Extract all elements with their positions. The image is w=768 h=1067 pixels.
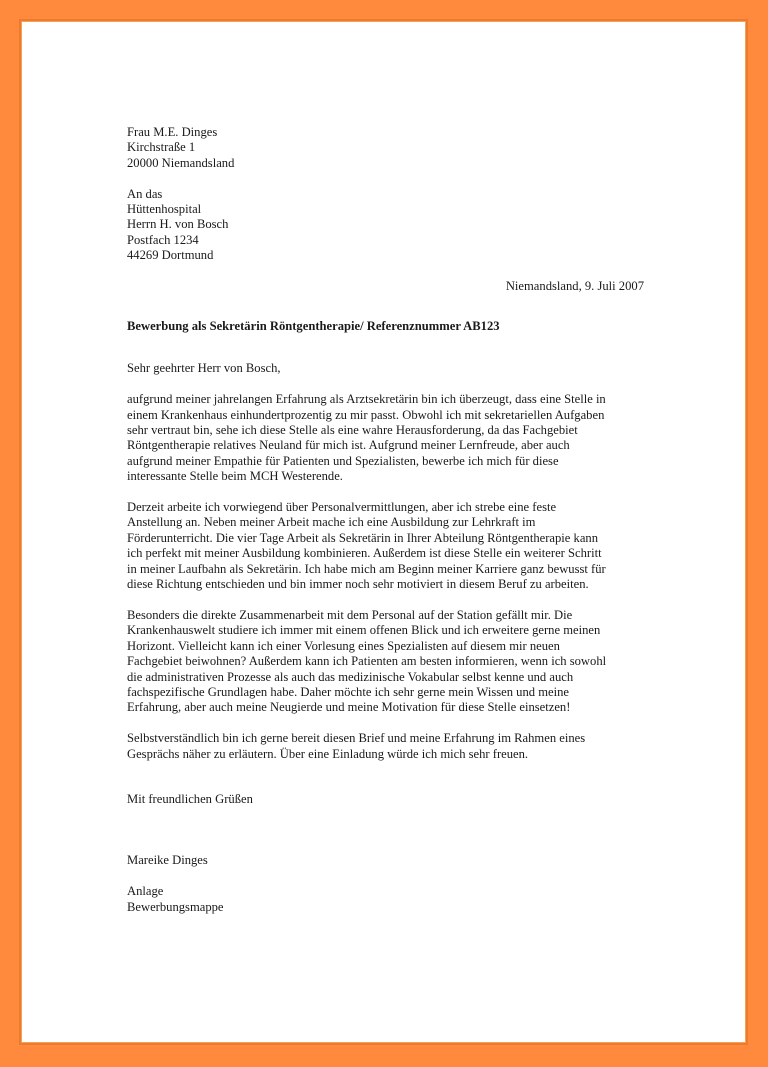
paragraph-line: aufgrund meiner jahrelangen Erfahrung als Arztsekretärin bin ich überzeugt, dass eine Stelle in [127, 392, 606, 407]
letter-subject: Bewerbung als Sekretärin Röntgentherapie/ Referenznummer AB123 [127, 319, 500, 334]
body-paragraph-3 [127, 608, 649, 716]
paragraph-line: Selbstverständlich bin ich gerne bereit diesen Brief und meine Erfahrung im Rahmen eines [127, 731, 586, 746]
paragraph-line: Fachgebiet beiwohnen? Außerdem kann ich Patienten am besten informieren, wenn ich sowohl [127, 654, 607, 669]
paragraph-line: Derzeit arbeite ich vorwiegend über Personalvermittlungen, aber ich strebe eine feste [127, 500, 557, 515]
paragraph-line: Krankenhauswelt studiere ich immer mit einem offenen Blick und ich erweitere gerne meinen [127, 623, 601, 638]
sender-name: Frau M.E. Dinges [127, 125, 218, 139]
recipient-address [127, 187, 649, 264]
paragraph-line: ich perfekt mit meiner Ausbildung kombinieren. Außerdem ist diese Stelle ein weiterer Schritt [127, 546, 602, 561]
paragraph-line: einem Krankenhaus einhundertprozentig zu mir passt. Obwohl ich mit sekretariellen Aufgaben [127, 407, 605, 422]
body-paragraph-4 [127, 731, 649, 762]
sender-address [127, 125, 649, 171]
attachments [127, 884, 649, 915]
signature-name: Mareike Dinges [127, 853, 208, 868]
paragraph-line: Gesprächs näher zu erläutern. Über eine Einladung würde ich mich sehr freuen. [127, 746, 529, 761]
body-paragraph-2 [127, 500, 649, 592]
recipient-name: Herrn H. von Bosch [127, 217, 229, 232]
letter-page [21, 21, 746, 1043]
paragraph-line: Horizont. Vielleicht kann ich einer Vorlesung eines Spezialisten auf diesem mir neuen [127, 638, 560, 653]
paragraph-line: die administrativen Prozesse als auch das medizinische Vokabular selbst kenne und auch [127, 669, 574, 684]
paragraph-line: aufgrund meiner Empathie für Patienten und Spezialisten, bewerbe ich mich für diese [127, 453, 559, 468]
sender-street: Kirchstraße 1 [127, 140, 196, 155]
paragraph-line: sehr vertraut bin, sehe ich diese Stelle als eine wahre Herausforderung, da das Fachgebiet [127, 423, 578, 438]
closing: Mit freundlichen Grüßen [127, 791, 253, 806]
letter-content [127, 125, 649, 915]
recipient-po-box: Postfach 1234 [127, 232, 199, 247]
recipient-line: An das [127, 186, 163, 201]
attachments-label: Anlage [127, 884, 164, 899]
paragraph-line: Förderunterricht. Die vier Tage Arbeit als Sekretärin in Ihrer Abteilung Röntgentherapie kann [127, 530, 599, 545]
letter-date: Niemandsland, 9. Juli 2007 [505, 278, 644, 293]
sender-city: 20000 Niemandsland [127, 155, 235, 170]
paragraph-line: fachspezifische Grundlagen habe. Daher möchte ich sehr gerne mein Wissen und meine [127, 684, 569, 699]
recipient-organization: Hüttenhospital [127, 202, 202, 217]
paragraph-line: in meiner Laufbahn als Sekretärin. Ich habe mich am Beginn meiner Karriere ganz bewusst für [127, 561, 606, 576]
paragraph-line: Röntgentherapie relatives Neuland für mich ist. Aufgrund meiner Lernfreude, aber auch [127, 438, 570, 453]
attachment-item: Bewerbungsmappe [127, 899, 224, 914]
paragraph-line: Besonders die direkte Zusammenarbeit mit dem Personal auf der Station gefällt mir. Die [127, 607, 573, 622]
paragraph-line: diese Richtung entschieden und bin immer noch sehr motiviert in diesem Beruf zu arbeiten. [127, 577, 589, 592]
paragraph-line: interessante Stelle beim MCH Westerende. [127, 469, 343, 484]
paragraph-line: Anstellung an. Neben meiner Arbeit mache ich eine Ausbildung zur Lehrkraft im [127, 515, 536, 530]
salutation: Sehr geehrter Herr von Bosch, [127, 361, 281, 376]
paragraph-line: Erfahrung, aber auch meine Neugierde und meine Motivation für diese Stelle einsetzen! [127, 700, 571, 715]
body-paragraph-1 [127, 392, 649, 484]
recipient-city: 44269 Dortmund [127, 248, 214, 263]
